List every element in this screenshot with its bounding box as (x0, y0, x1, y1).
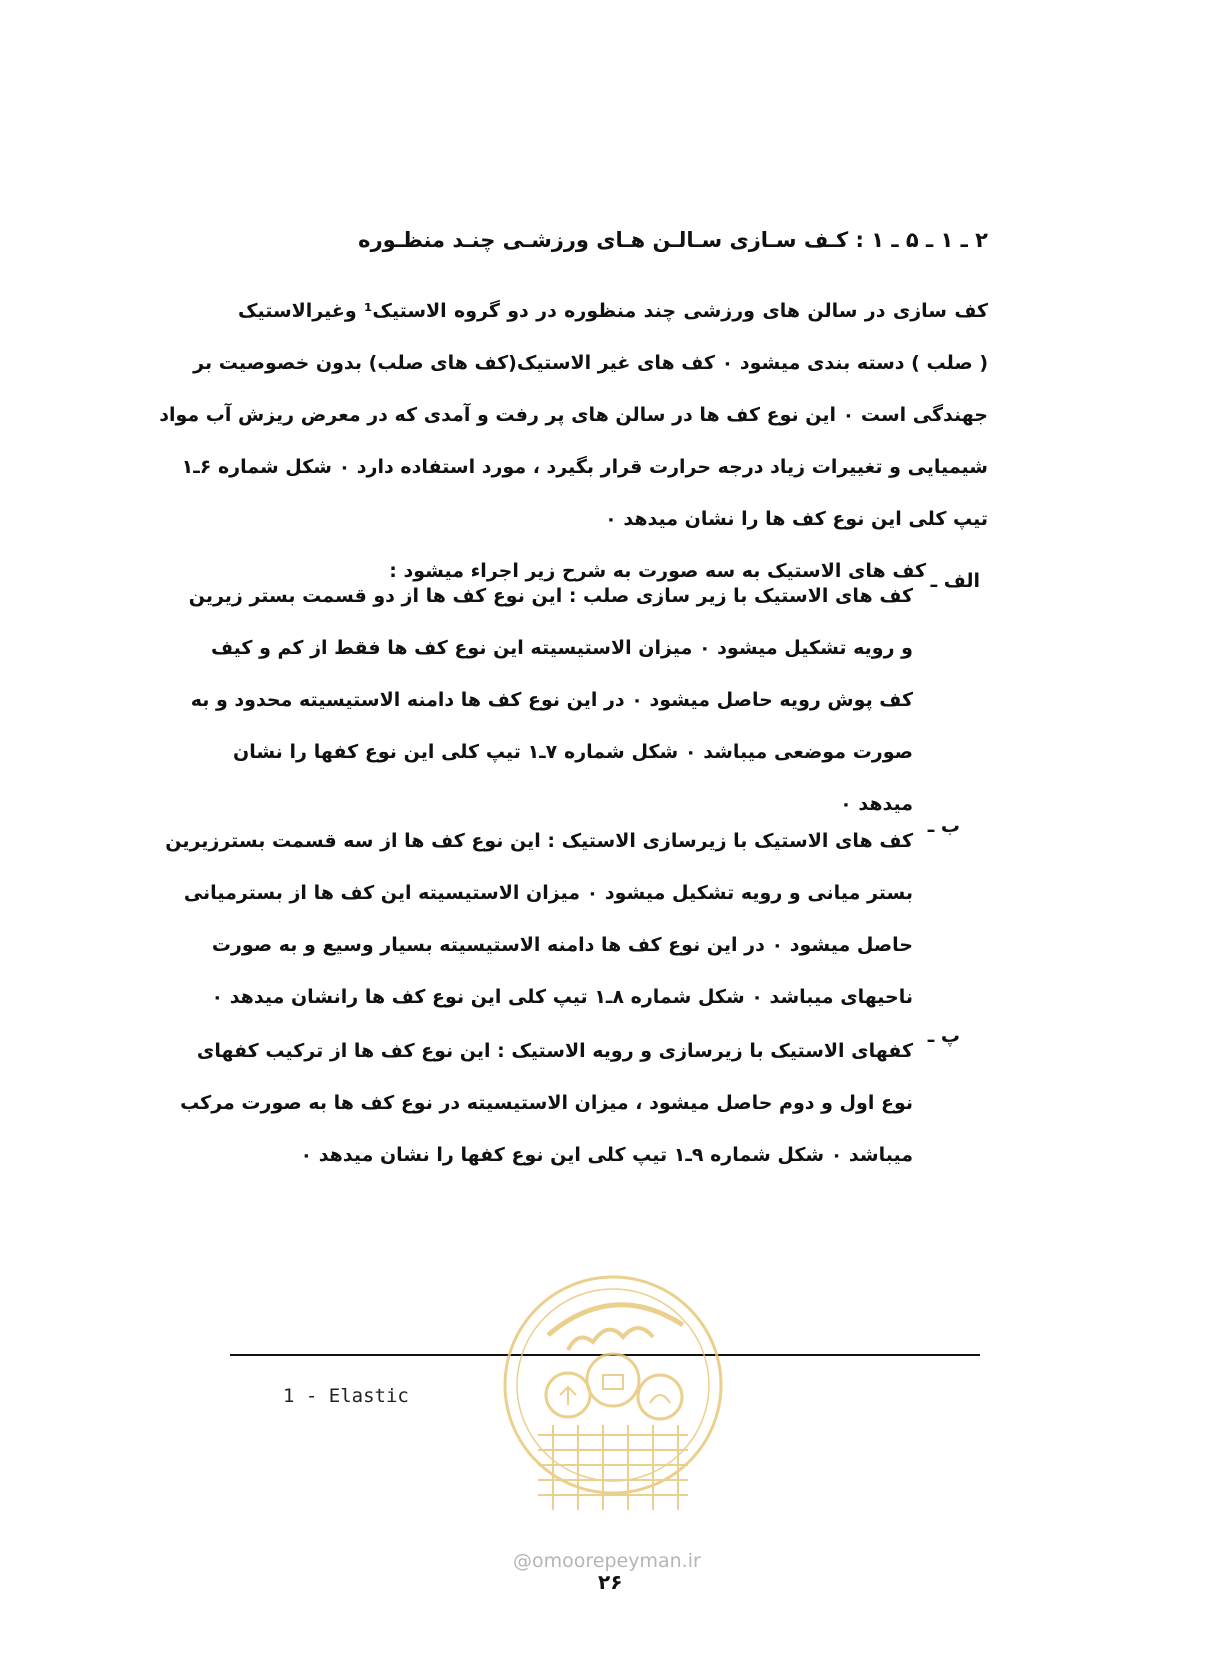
intro-last-line: تیپ کلی این نوع کف ها را نشان میدهد ۰ (605, 508, 988, 530)
item-line: کف های الاستیک با زیرسازی الاستیک : این نوع کف ها از سه قسمت بسترزیرین (165, 830, 913, 852)
item-be (165, 815, 913, 1023)
intro-line: شیمیایی و تغییرات زیاد درجه حرارت قرار بگیرد ، مورد استفاده دارد ۰ شکل شماره ۶ـ۱ (181, 456, 988, 478)
item-line: کف های الاستیک با زیر سازی صلب : این نوع کف ها از دو قسمت بستر زیرین (188, 585, 913, 607)
item-line: ناحیهای میباشد ۰ شکل شماره ۸ـ۱ تیپ کلی این نوع کف ها رانشان میدهد ۰ (211, 986, 913, 1008)
item-line: حاصل میشود ۰ در این نوع کف ها دامنه الاستیسیته بسیار وسیع و به صورت (211, 934, 913, 956)
item-line: صورت موضعی میباشد ۰ شکل شماره ۷ـ۱ تیپ کلی این نوع کفها را نشان (233, 741, 914, 763)
watermark-seal-logo (498, 1265, 728, 1535)
intro-line: ( صلب ) دسته بندی میشود ۰ کف های غیر الاستیک(کف های صلب) بدون خصوصیت بر (193, 352, 988, 374)
intro2-line: کف های الاستیک به سه صورت به شرح زیر اجراء میشود : (389, 560, 926, 582)
item-line: نوع اول و دوم حاصل میشود ، میزان الاستیسیته در نوع کف ها به صورت مرکب (180, 1092, 913, 1114)
item-marker-pe: پ ـ (927, 1025, 960, 1047)
item-line: کفهای الاستیک با زیرسازی و رویه الاستیک : این نوع کف ها از ترکیب کفهای (196, 1040, 913, 1062)
item-line: میدهد ۰ (840, 793, 913, 815)
item-marker-alef: الف ـ (930, 570, 980, 592)
item-alef (188, 570, 914, 830)
intro-paragraph (159, 285, 989, 493)
section-heading: ۲ ـ ۱ ـ ۵ ـ ۱ : کـف سـازی سـالـن هـای ورزشـی چنـد منظـوره (358, 228, 988, 252)
intro-line: جهندگی است ۰ این نوع کف ها در سالن های پر رفت و آمدی که در معرض ریزش آب مواد (159, 404, 988, 426)
footnote: 1 - Elastic (283, 1385, 409, 1407)
intro-last-line-wrap (238, 493, 988, 545)
item-line: میباشد ۰ شکل شماره ۹ـ۱ تیپ کلی این نوع کفها را نشان میدهد ۰ (300, 1144, 913, 1166)
item-line: و رویه تشکیل میشود ۰ میزان الاستیسیته این نوع کف ها فقط از کم و کیف (211, 637, 913, 659)
page-number: ۲۶ (598, 1570, 623, 1594)
item-pe (180, 1025, 913, 1181)
watermark-url: @omoorepeyman.ir (513, 1550, 701, 1572)
item-line: بستر میانی و رویه تشکیل میشود ۰ میزان الاستیسیته این کف ها از بسترمیانی (183, 882, 913, 904)
item-marker-be: ب ـ (927, 815, 960, 837)
item-line: کف پوش رویه حاصل میشود ۰ در این نوع کف ها دامنه الاستیسیته محدود و به (190, 689, 913, 711)
intro-line: کف سازی در سالن های ورزشی چند منظوره در دو گروه الاستیک¹ وغیرالاستیک (238, 300, 989, 322)
